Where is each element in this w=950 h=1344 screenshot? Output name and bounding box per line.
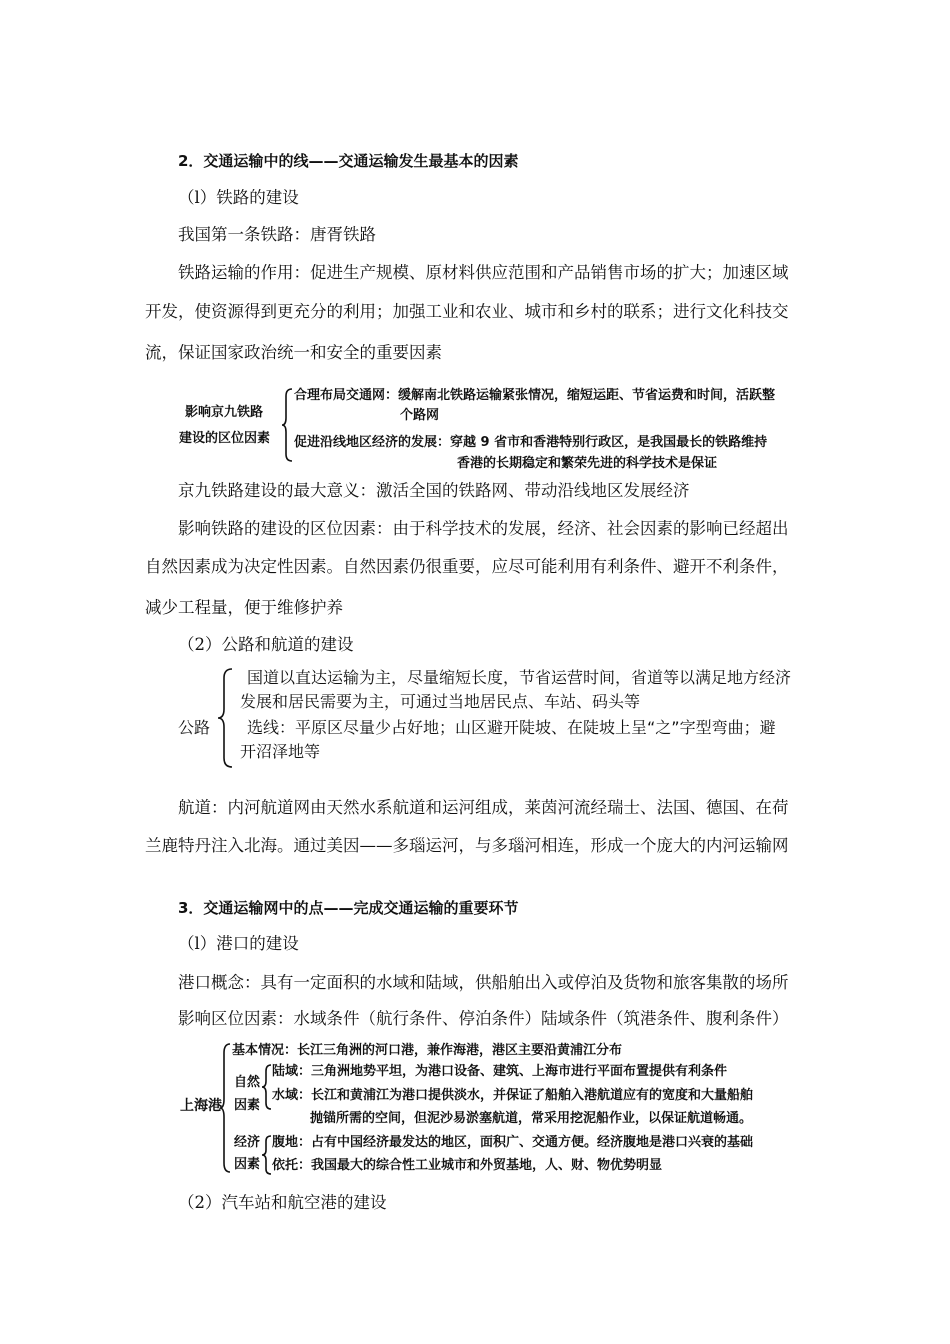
waterway-p2: 兰鹿特丹注入北海。通过美因——多瑙运河，与多瑙河相连，形成一个庞大的内河运输网 — [145, 836, 789, 855]
natural-label-l1: 自然 — [234, 1075, 261, 1090]
econ-label-l1: 经济 — [234, 1135, 261, 1150]
road-label: 公路 — [178, 718, 211, 737]
jingjiu-item2-l2: 香港的长期稳定和繁荣先进的科学技术是保证 — [457, 456, 718, 471]
section3-sub1: （l）港口的建设 — [178, 934, 299, 953]
road-item2-l2: 开沼泽地等 — [240, 742, 321, 761]
railway-role-p1: 铁路运输的作用：促进生产规模、原材料供应范围和产品销售市场的扩大；加速区域 — [178, 263, 789, 282]
first-railway: 我国第一条铁路：唐胥铁路 — [178, 225, 376, 244]
shanghai-water-l2: 抛锚所需的空间，但泥沙易淤塞航道，常采用挖泥船作业，以保证航道畅通。 — [310, 1111, 753, 1126]
rail-factors-p2: 自然因素成为决定性因素。自然因素仍很重要，应尽可能利用有利条件、避开不利条件， — [145, 557, 789, 576]
section2-heading: 2．交通运输中的线——交通运输发生最基本的因素 — [178, 152, 519, 170]
shanghai-water-l1: 水域：长江和黄浦江为港口提供淡水，并保证了船舶入港航道应有的宽度和大量船舶 — [272, 1088, 754, 1103]
section2-sub1: （l）铁路的建设 — [178, 188, 299, 207]
rail-factors-p1: 影响铁路的建设的区位因素：由于科学技术的发展，经济、社会因素的影响已经超出 — [178, 519, 789, 538]
section3-heading: 3．交通运输网中的点——完成交通运输的重要环节 — [178, 899, 519, 917]
shanghai-hinterland: 腹地：占有中国经济最发达的地区，面积广、交通方便。经济腹地是港口兴衰的基础 — [272, 1135, 754, 1150]
jingjiu-label-l1: 影响京九铁路 — [185, 405, 264, 420]
jingjiu-item1-l1: 合理布局交通网：缓解南北铁路运输紧张情况，缩短运距、节省运费和时间，活跃整 — [294, 388, 776, 403]
road-brace — [218, 668, 234, 768]
port-factors: 影响区位因素：水域条件（航行条件、停泊条件）陆域条件（筑港条件、腹利条件） — [178, 1009, 789, 1028]
railway-role-p3: 流，保证国家政治统一和安全的重要因素 — [145, 343, 442, 362]
road-item1-l2: 发展和居民需要为主，可通过当地居民点、车站、码头等 — [240, 692, 641, 711]
waterway-p1: 航道：内河航道网由天然水系航道和运河组成，莱茵河流经瑞士、法国、德国、在荷 — [178, 798, 789, 817]
shanghai-basic: 基本情况：长江三角洲的河口港，兼作海港，港区主要沿黄浦江分布 — [232, 1043, 623, 1058]
econ-label-l2: 因素 — [234, 1157, 261, 1172]
shanghai-label: 上海港 — [180, 1098, 222, 1114]
section2-sub2: （2）公路和航道的建设 — [178, 635, 354, 654]
rail-factors-p3: 减少工程量，便于维修护养 — [145, 598, 343, 617]
jingjiu-significance: 京九铁路建设的最大意义：激活全国的铁路网、带动沿线地区发展经济 — [178, 481, 690, 500]
shanghai-brace — [220, 1043, 232, 1173]
road-item1-l1: 国道以直达运输为主，尽量缩短长度，节省运营时间，省道等以满足地方经济 — [247, 668, 792, 687]
jingjiu-item1-l2: 个路网 — [400, 408, 440, 423]
section3-sub2: （2）汽车站和航空港的建设 — [178, 1193, 387, 1212]
econ-brace — [262, 1135, 272, 1175]
natural-label-l2: 因素 — [234, 1098, 261, 1113]
jingjiu-item2-l1: 促进沿线地区经济的发展：穿越 9 省市和香港特别行政区，是我国最长的铁路维持 — [294, 435, 768, 450]
jingjiu-label-l2: 建设的区位因素 — [179, 431, 271, 446]
port-concept: 港口概念：具有一定面积的水域和陆域，供船舶出入或停泊及货物和旅客集散的场所 — [178, 973, 789, 992]
jingjiu-brace — [282, 388, 294, 462]
railway-role-p2: 开发，使资源得到更充分的利用；加强工业和农业、城市和乡村的联系；进行文化科技交 — [145, 302, 789, 321]
road-item2-l1: 选线：平原区尽量少占好地；山区避开陡坡、在陡坡上呈“之”字型弯曲；避 — [247, 718, 776, 737]
shanghai-reliance: 依托：我国最大的综合性工业城市和外贸基地，人、财、物优势明显 — [272, 1158, 663, 1173]
shanghai-land: 陆域：三角洲地势平坦，为港口设备、建筑、上海市进行平面布置提供有利条件 — [272, 1064, 728, 1079]
natural-brace — [262, 1064, 272, 1110]
